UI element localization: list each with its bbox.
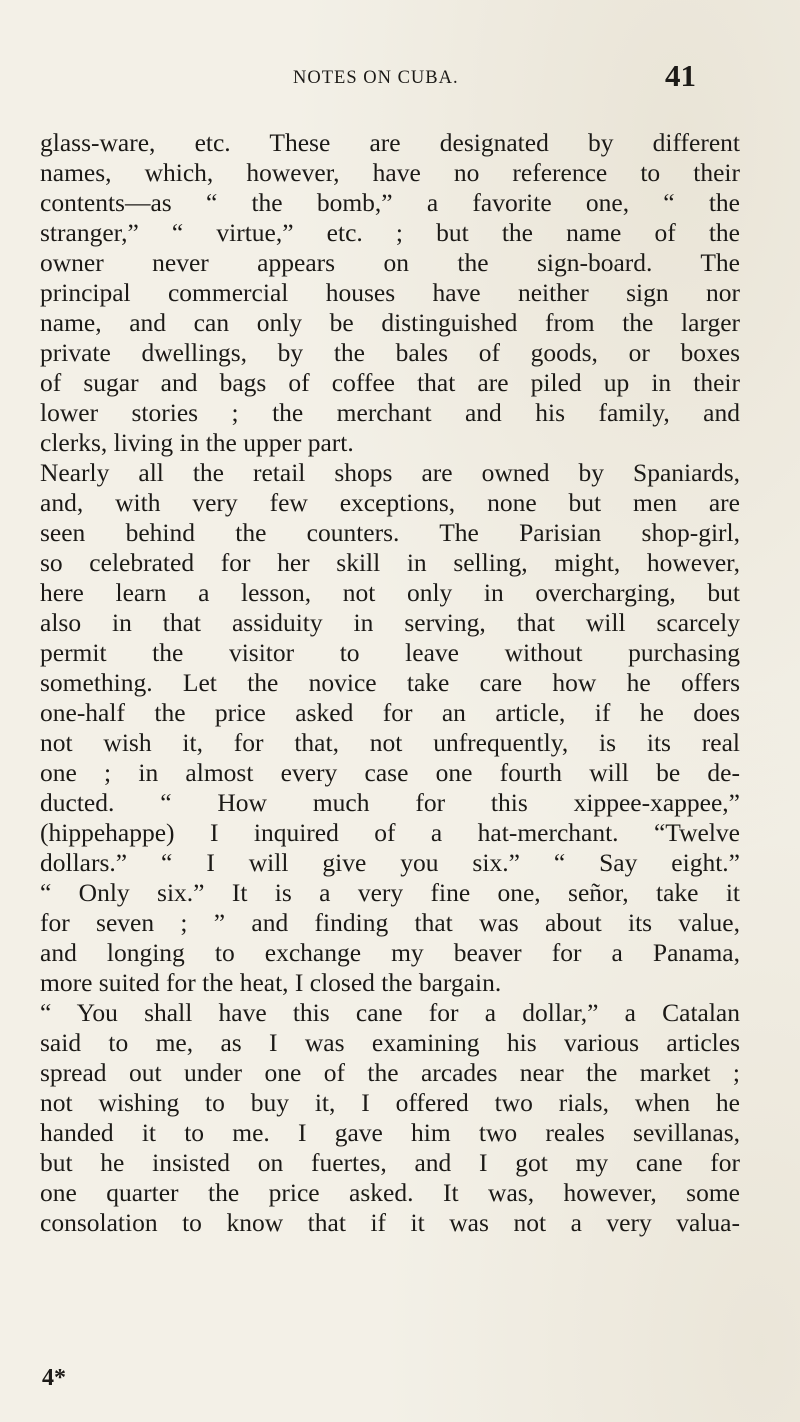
text-line: “ Only six.” It is a very fine one, señor, take it bbox=[40, 878, 740, 907]
text-line: not wishing to buy it, I offered two rials, when he bbox=[40, 1088, 740, 1117]
text-line: one-half the price asked for an article, if he does bbox=[40, 698, 740, 727]
text-line: one ; in almost every case one fourth will be de- bbox=[40, 758, 740, 787]
text-line: here learn a lesson, not only in overcharging, but bbox=[40, 578, 740, 607]
text-line: permit the visitor to leave without purchasing bbox=[40, 638, 740, 667]
text-line: handed it to me. I gave him two reales sevillanas, bbox=[40, 1118, 740, 1147]
text-line: name, and can only be distinguished from the larger bbox=[40, 308, 740, 337]
text-line: owner never appears on the sign-board. The bbox=[40, 248, 740, 277]
text-line: ducted. “ How much for this xippee-xappee,” bbox=[40, 788, 740, 817]
signature-mark: 4* bbox=[42, 1365, 66, 1391]
text-line: and longing to exchange my beaver for a Panama, bbox=[40, 938, 740, 967]
text-line: and, with very few exceptions, none but men are bbox=[40, 488, 740, 517]
text-line: spread out under one of the arcades near the market ; bbox=[40, 1058, 740, 1087]
text-line: more suited for the heat, I closed the bargain. bbox=[40, 968, 502, 997]
text-line: seen behind the counters. The Parisian shop-girl, bbox=[40, 518, 740, 547]
text-line: clerks, living in the upper part. bbox=[40, 428, 354, 457]
body-text bbox=[40, 128, 740, 1238]
text-line: also in that assiduity in serving, that will scarcely bbox=[40, 608, 740, 637]
text-line: for seven ; ” and finding that was about its value, bbox=[40, 908, 740, 937]
text-line: principal commercial houses have neither sign nor bbox=[40, 278, 740, 307]
text-line: (hippehappe) I inquired of a hat-merchant. “Twelve bbox=[40, 818, 740, 847]
text-line: said to me, as I was examining his various articles bbox=[40, 1028, 740, 1057]
text-line: contents—as “ the bomb,” a favorite one, “ the bbox=[40, 188, 740, 217]
text-line: but he insisted on fuertes, and I got my cane for bbox=[40, 1148, 740, 1177]
running-header bbox=[40, 58, 740, 112]
text-line: “ You shall have this cane for a dollar,” a Catalan bbox=[40, 998, 740, 1027]
text-line: so celebrated for her skill in selling, might, however, bbox=[40, 548, 740, 577]
text-line: of sugar and bags of coffee that are piled up in their bbox=[40, 368, 740, 397]
text-line: private dwellings, by the bales of goods, or boxes bbox=[40, 338, 740, 367]
text-line: Nearly all the retail shops are owned by Spaniards, bbox=[40, 458, 740, 487]
text-line: not wish it, for that, not unfrequently, is its real bbox=[40, 728, 740, 757]
running-title: NOTES ON CUBA. bbox=[293, 68, 459, 88]
text-line: one quarter the price asked. It was, however, some bbox=[40, 1178, 740, 1207]
text-line: dollars.” “ I will give you six.” “ Say eight.” bbox=[40, 848, 740, 877]
page-number: 41 bbox=[665, 58, 696, 93]
text-line: stranger,” “ virtue,” etc. ; but the name of the bbox=[40, 218, 740, 247]
text-line: something. Let the novice take care how he offers bbox=[40, 668, 740, 697]
text-line: consolation to know that if it was not a very valua- bbox=[40, 1208, 740, 1237]
text-line: glass-ware, etc. These are designated by different bbox=[40, 128, 740, 157]
text-line: lower stories ; the merchant and his family, and bbox=[40, 398, 740, 427]
text-line: names, which, however, have no reference to their bbox=[40, 158, 740, 187]
